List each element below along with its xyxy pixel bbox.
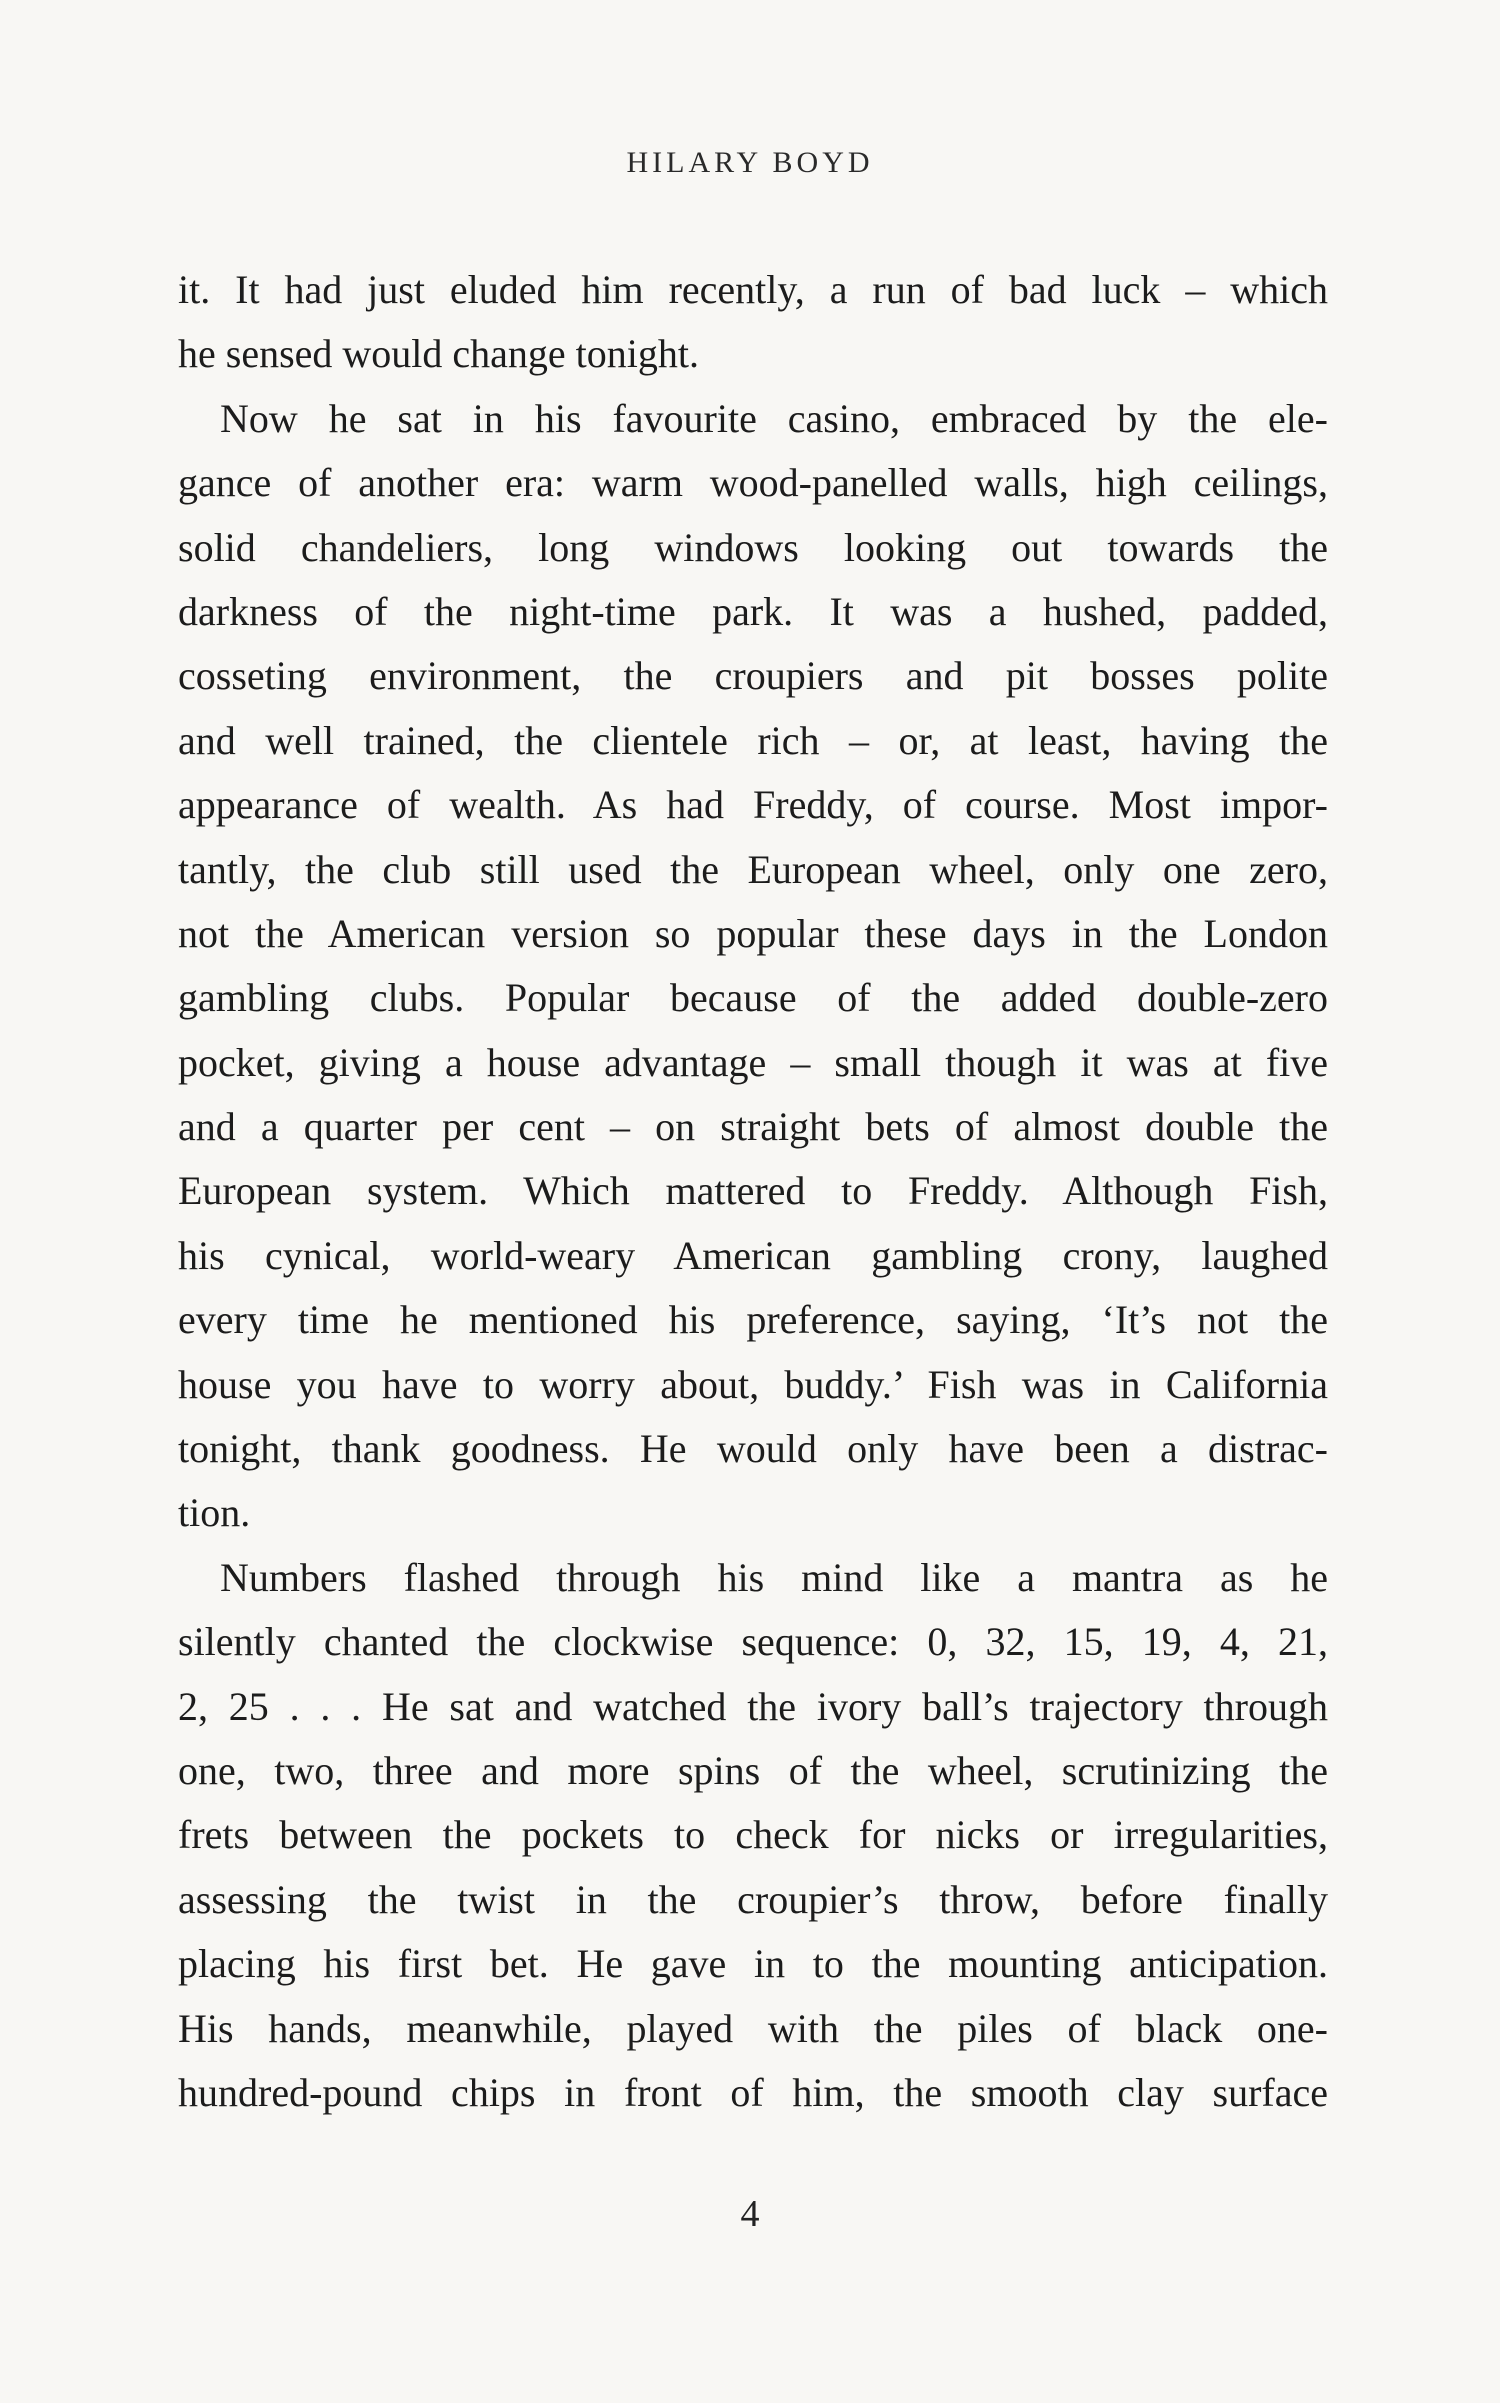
- text-line: European system. Which mattered to Freddy. Although Fish,: [178, 1168, 1328, 1214]
- running-head: HILARY BOYD: [626, 146, 874, 179]
- body-text: [178, 258, 1328, 2125]
- text-line: His hands, meanwhile, played with the piles of black one-: [178, 2005, 1328, 2051]
- text-line: not the American version so popular these days in the London: [178, 910, 1328, 956]
- text-line: silently chanted the clockwise sequence: 0, 32, 15, 19, 4, 21,: [178, 1619, 1328, 1665]
- text-line: and well trained, the clientele rich – or, at least, having the: [178, 717, 1328, 763]
- text-line: hundred-pound chips in front of him, the smooth clay surface: [178, 2069, 1328, 2115]
- text-line: assessing the twist in the croupier’s throw, before finally: [178, 1876, 1328, 1922]
- text-line: every time he mentioned his preference, saying, ‘It’s not the: [178, 1297, 1328, 1343]
- text-line: solid chandeliers, long windows looking out towards the: [178, 524, 1328, 570]
- text-line: cosseting environment, the croupiers and pit bosses polite: [178, 653, 1328, 699]
- text-line: placing his first bet. He gave in to the mounting anticipation.: [178, 1941, 1328, 1987]
- text-line: he sensed would change tonight.: [178, 331, 699, 377]
- text-line: one, two, three and more spins of the wheel, scrutinizing the: [178, 1747, 1328, 1793]
- text-line: darkness of the night-time park. It was a hushed, padded,: [178, 588, 1328, 634]
- text-line: 2, 25 . . . He sat and watched the ivory ball’s trajectory through: [178, 1683, 1328, 1729]
- text-line: appearance of wealth. As had Freddy, of course. Most impor-: [178, 782, 1328, 828]
- text-line: it. It had just eluded him recently, a run of bad luck – which: [178, 267, 1328, 312]
- text-line: tion.: [178, 1490, 251, 1536]
- text-line: tonight, thank goodness. He would only have been a distrac-: [178, 1426, 1328, 1472]
- text-line: house you have to worry about, buddy.’ Fish was in California: [178, 1361, 1328, 1407]
- text-line: and a quarter per cent – on straight bets of almost double the: [178, 1104, 1328, 1150]
- text-line: frets between the pockets to check for nicks or irregularities,: [178, 1812, 1328, 1858]
- text-line: gance of another era: warm wood-panelled walls, high ceilings,: [178, 460, 1328, 506]
- text-line: tantly, the club still used the European wheel, only one zero,: [178, 846, 1328, 892]
- text-line: pocket, giving a house advantage – small though it was at five: [178, 1039, 1328, 1085]
- text-line: his cynical, world-weary American gambling crony, laughed: [178, 1232, 1328, 1278]
- text-line: Now he sat in his favourite casino, embraced by the ele-: [220, 395, 1328, 441]
- text-line: Numbers flashed through his mind like a mantra as he: [220, 1554, 1328, 1600]
- page-number: 4: [740, 2193, 760, 2235]
- text-line: gambling clubs. Popular because of the added double-zero: [178, 975, 1328, 1021]
